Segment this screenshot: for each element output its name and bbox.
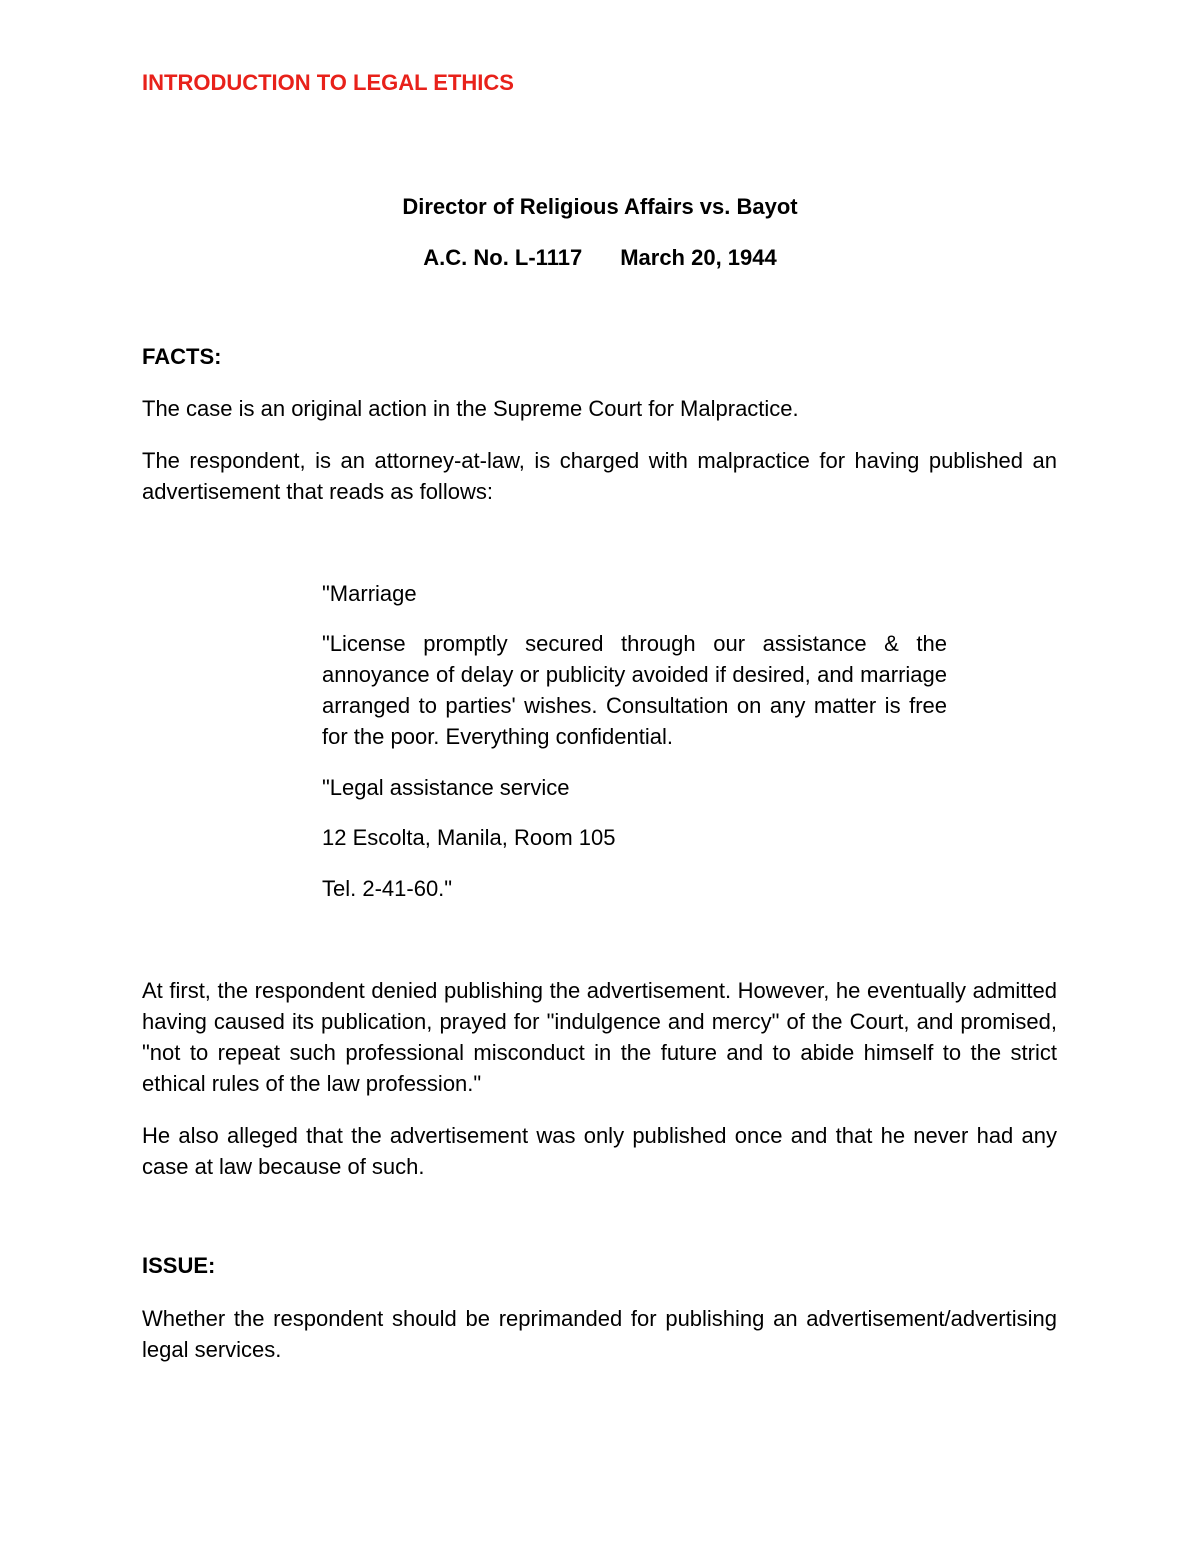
facts-paragraph-3: At first, the respondent denied publishing the advertisement. However, he eventually admitted having caused its publication, prayed for "indulgence and mercy" of the Court, and promised, "not to repeat such professional misconduct in the future and to abide himself to the strict ethical rules of the law profession."	[142, 978, 1057, 1096]
advertisement-body: "License promptly secured through our assistance & the annoyance of delay or publicity avoided if desired, and marriage arranged to parties' wishes. Consultation on any matter is free for the poor. Everything confidential.	[322, 631, 947, 749]
case-number: A.C. No. L-1117	[423, 245, 583, 270]
case-title: Director of Religious Affairs vs. Bayot	[402, 194, 798, 219]
advertisement-phone: Tel. 2-41-60."	[322, 876, 453, 901]
advertisement-line-1: "Marriage	[322, 581, 417, 606]
facts-heading: FACTS:	[142, 344, 222, 369]
document-header-title: INTRODUCTION TO LEGAL ETHICS	[142, 70, 514, 95]
facts-paragraph-1: The case is an original action in the Supreme Court for Malpractice.	[142, 396, 799, 421]
issue-paragraph: Whether the respondent should be reprimanded for publishing an advertisement/advertising legal services.	[142, 1306, 1057, 1362]
case-date: March 20, 1944	[620, 245, 777, 270]
advertisement-address: 12 Escolta, Manila, Room 105	[322, 825, 616, 850]
facts-paragraph-4: He also alleged that the advertisement was only published once and that he never had any case at law because of such.	[142, 1123, 1057, 1179]
case-reference	[0, 245, 1200, 271]
advertisement-line-3: "Legal assistance service	[322, 775, 570, 800]
facts-paragraph-2: The respondent, is an attorney-at-law, is charged with malpractice for having published an advertisement that reads as follows:	[142, 448, 1057, 504]
issue-heading: ISSUE:	[142, 1253, 216, 1278]
